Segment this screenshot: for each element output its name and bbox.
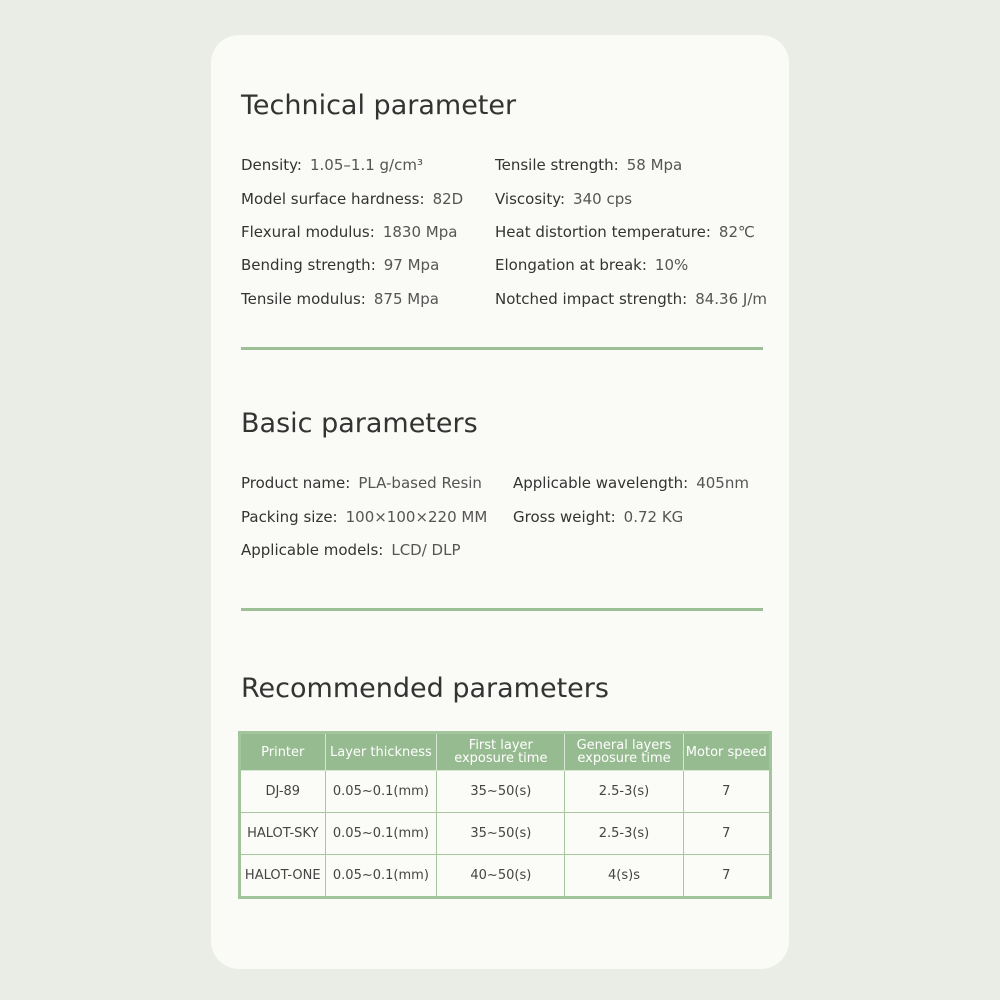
spec-value: 100×100×220 MM: [345, 508, 488, 526]
header-layer-thickness: Layer thickness: [325, 733, 437, 771]
recommended-title: Recommended parameters: [241, 673, 609, 704]
cell-first-layer-exposure: 35~50(s): [437, 771, 565, 813]
spec-value: 84.36 J/m: [695, 290, 767, 308]
cell-printer: HALOT-ONE: [240, 855, 326, 898]
spec-value: 10%: [654, 256, 689, 274]
table-header-row: [240, 733, 771, 771]
cell-first-layer-exposure: 40~50(s): [437, 855, 565, 898]
spec-value: 405nm: [696, 474, 749, 492]
basic-gross-weight: [513, 508, 683, 526]
header-general-layers-exposure: General layers exposure time: [565, 733, 683, 771]
spec-label: Viscosity:: [495, 190, 566, 208]
spec-label: Tensile strength:: [495, 156, 619, 174]
spec-value: 0.72 KG: [623, 508, 684, 526]
spec-label: Bending strength:: [241, 256, 376, 274]
spec-viscosity: [495, 190, 632, 208]
spec-surface-hardness: [241, 190, 463, 208]
cell-layer-thickness: 0.05~0.1(mm): [325, 771, 437, 813]
spec-notched-impact: [495, 290, 767, 308]
basic-packing-size: [241, 508, 487, 526]
spec-label: Flexural modulus:: [241, 223, 375, 241]
cell-general-layers-exposure: 4(s)s: [565, 855, 683, 898]
spec-label: Elongation at break:: [495, 256, 647, 274]
section-divider: [241, 608, 763, 611]
spec-value: 875 Mpa: [373, 290, 439, 308]
cell-general-layers-exposure: 2.5-3(s): [565, 771, 683, 813]
spec-label: Applicable models:: [241, 541, 384, 559]
spec-value: PLA-based Resin: [358, 474, 482, 492]
spec-label: Product name:: [241, 474, 351, 492]
spec-label: Heat distortion temperature:: [495, 223, 711, 241]
spec-value: 1830 Mpa: [382, 223, 458, 241]
spec-tensile-modulus: [241, 290, 439, 308]
spec-density: [241, 156, 423, 174]
spec-card: [211, 35, 789, 969]
spec-label: Model surface hardness:: [241, 190, 425, 208]
section-divider: [241, 347, 763, 350]
cell-first-layer-exposure: 35~50(s): [437, 813, 565, 855]
spec-bending-strength: [241, 256, 439, 274]
table-row: [240, 855, 771, 898]
header-printer: Printer: [240, 733, 326, 771]
spec-value: 58 Mpa: [626, 156, 683, 174]
cell-layer-thickness: 0.05~0.1(mm): [325, 813, 437, 855]
spec-value: 1.05–1.1 g/cm³: [310, 156, 423, 174]
spec-label: Notched impact strength:: [495, 290, 688, 308]
basic-wavelength: [513, 474, 749, 492]
header-first-layer-exposure: First layer exposure time: [437, 733, 565, 771]
spec-elongation: [495, 256, 688, 274]
spec-value: 340 cps: [573, 190, 633, 208]
spec-value: LCD/ DLP: [391, 541, 461, 559]
cell-general-layers-exposure: 2.5-3(s): [565, 813, 683, 855]
spec-tensile-strength: [495, 156, 682, 174]
table-row: [240, 771, 771, 813]
table-row: [240, 813, 771, 855]
spec-label: Density:: [241, 156, 302, 174]
basic-product-name: [241, 474, 482, 492]
spec-value: 82D: [432, 190, 464, 208]
basic-title: Basic parameters: [241, 408, 478, 439]
basic-applicable-models: [241, 541, 461, 559]
header-motor-speed: Motor speed: [683, 733, 770, 771]
spec-heat-distortion: [495, 223, 755, 241]
technical-title: Technical parameter: [241, 90, 517, 121]
spec-label: Applicable wavelength:: [513, 474, 689, 492]
cell-motor-speed: 7: [683, 813, 770, 855]
spec-value: 82℃: [718, 223, 755, 241]
spec-value: 97 Mpa: [383, 256, 440, 274]
recommended-table: [238, 731, 772, 899]
cell-motor-speed: 7: [683, 771, 770, 813]
cell-printer: DJ-89: [240, 771, 326, 813]
spec-flexural-modulus: [241, 223, 457, 241]
cell-layer-thickness: 0.05~0.1(mm): [325, 855, 437, 898]
spec-label: Gross weight:: [513, 508, 616, 526]
spec-label: Tensile modulus:: [241, 290, 366, 308]
cell-motor-speed: 7: [683, 855, 770, 898]
cell-printer: HALOT-SKY: [240, 813, 326, 855]
spec-label: Packing size:: [241, 508, 338, 526]
